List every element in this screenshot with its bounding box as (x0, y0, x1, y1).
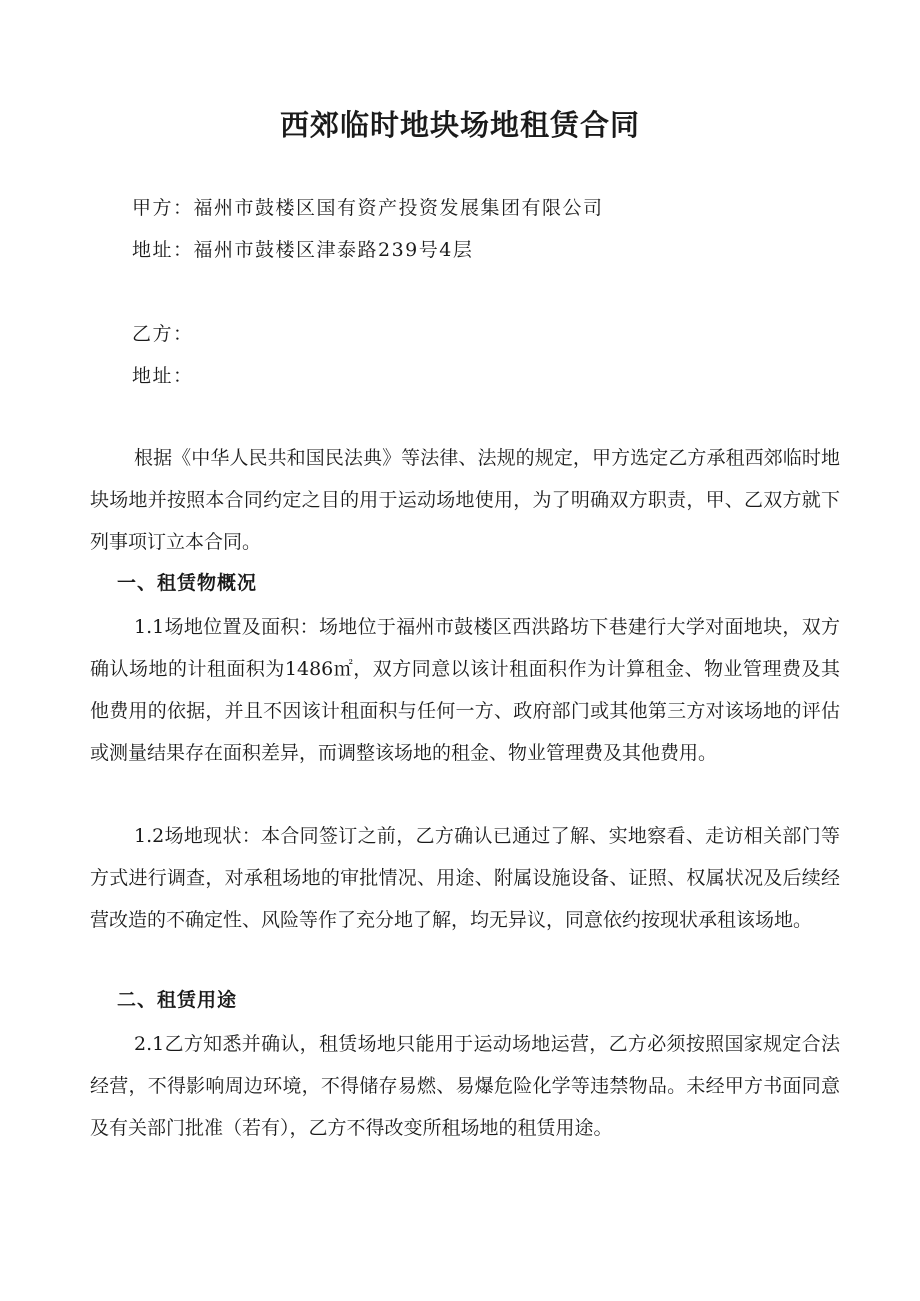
document-title: 西郊临时地块场地租赁合同 (279, 108, 640, 142)
section-heading: 二、租赁用途 (117, 989, 238, 1011)
clause-paragraph: 1.1场地位置及面积：场地位于福州市鼓楼区西洪路坊下巷建行大学对面地块，双方确认场地的计租面积为1486㎡，双方同意以该计租面积作为计算租金、物业管理费及其他费用的依据，并且不因该计租面积与任何一方、政府部门或其他第三方对该场地的评估或测量结果存在面积差异，而调整该场地的租金、物业管理费及其他费用。 (90, 616, 840, 764)
section-heading: 一、租赁物概况 (117, 572, 258, 594)
party-b-name: 乙方： (132, 323, 194, 345)
preamble-paragraph: 根据《中华人民共和国民法典》等法律、法规的规定，甲方选定乙方承租西郊临时地块场地并按照本合同约定之目的用于运动场地使用，为了明确双方职责，甲、乙双方就下列事项订立本合同。 (90, 447, 840, 553)
party-a-name: 甲方：福州市鼓楼区国有资产投资发展集团有限公司 (132, 197, 604, 219)
party-b-address: 地址： (132, 365, 194, 387)
clause-paragraph: 2.1乙方知悉并确认，租赁场地只能用于运动场地运营，乙方必须按照国家规定合法经营，不得影响周边环境，不得储存易燃、易爆危险化学等违禁物品。未经甲方书面同意及有关部门批准（若有），乙方不得改变所租场地的租赁用途。 (90, 1033, 840, 1139)
clause-paragraph: 1.2场地现状：本合同签订之前，乙方确认已通过了解、实地察看、走访相关部门等方式进行调查，对承租场地的审批情况、用途、附属设施设备、证照、权属状况及后续经营改造的不确定性、风险等作了充分地了解，均无异议，同意依约按现状承租该场地。 (90, 825, 840, 931)
party-a-address: 地址：福州市鼓楼区津泰路239号4层 (132, 239, 474, 261)
